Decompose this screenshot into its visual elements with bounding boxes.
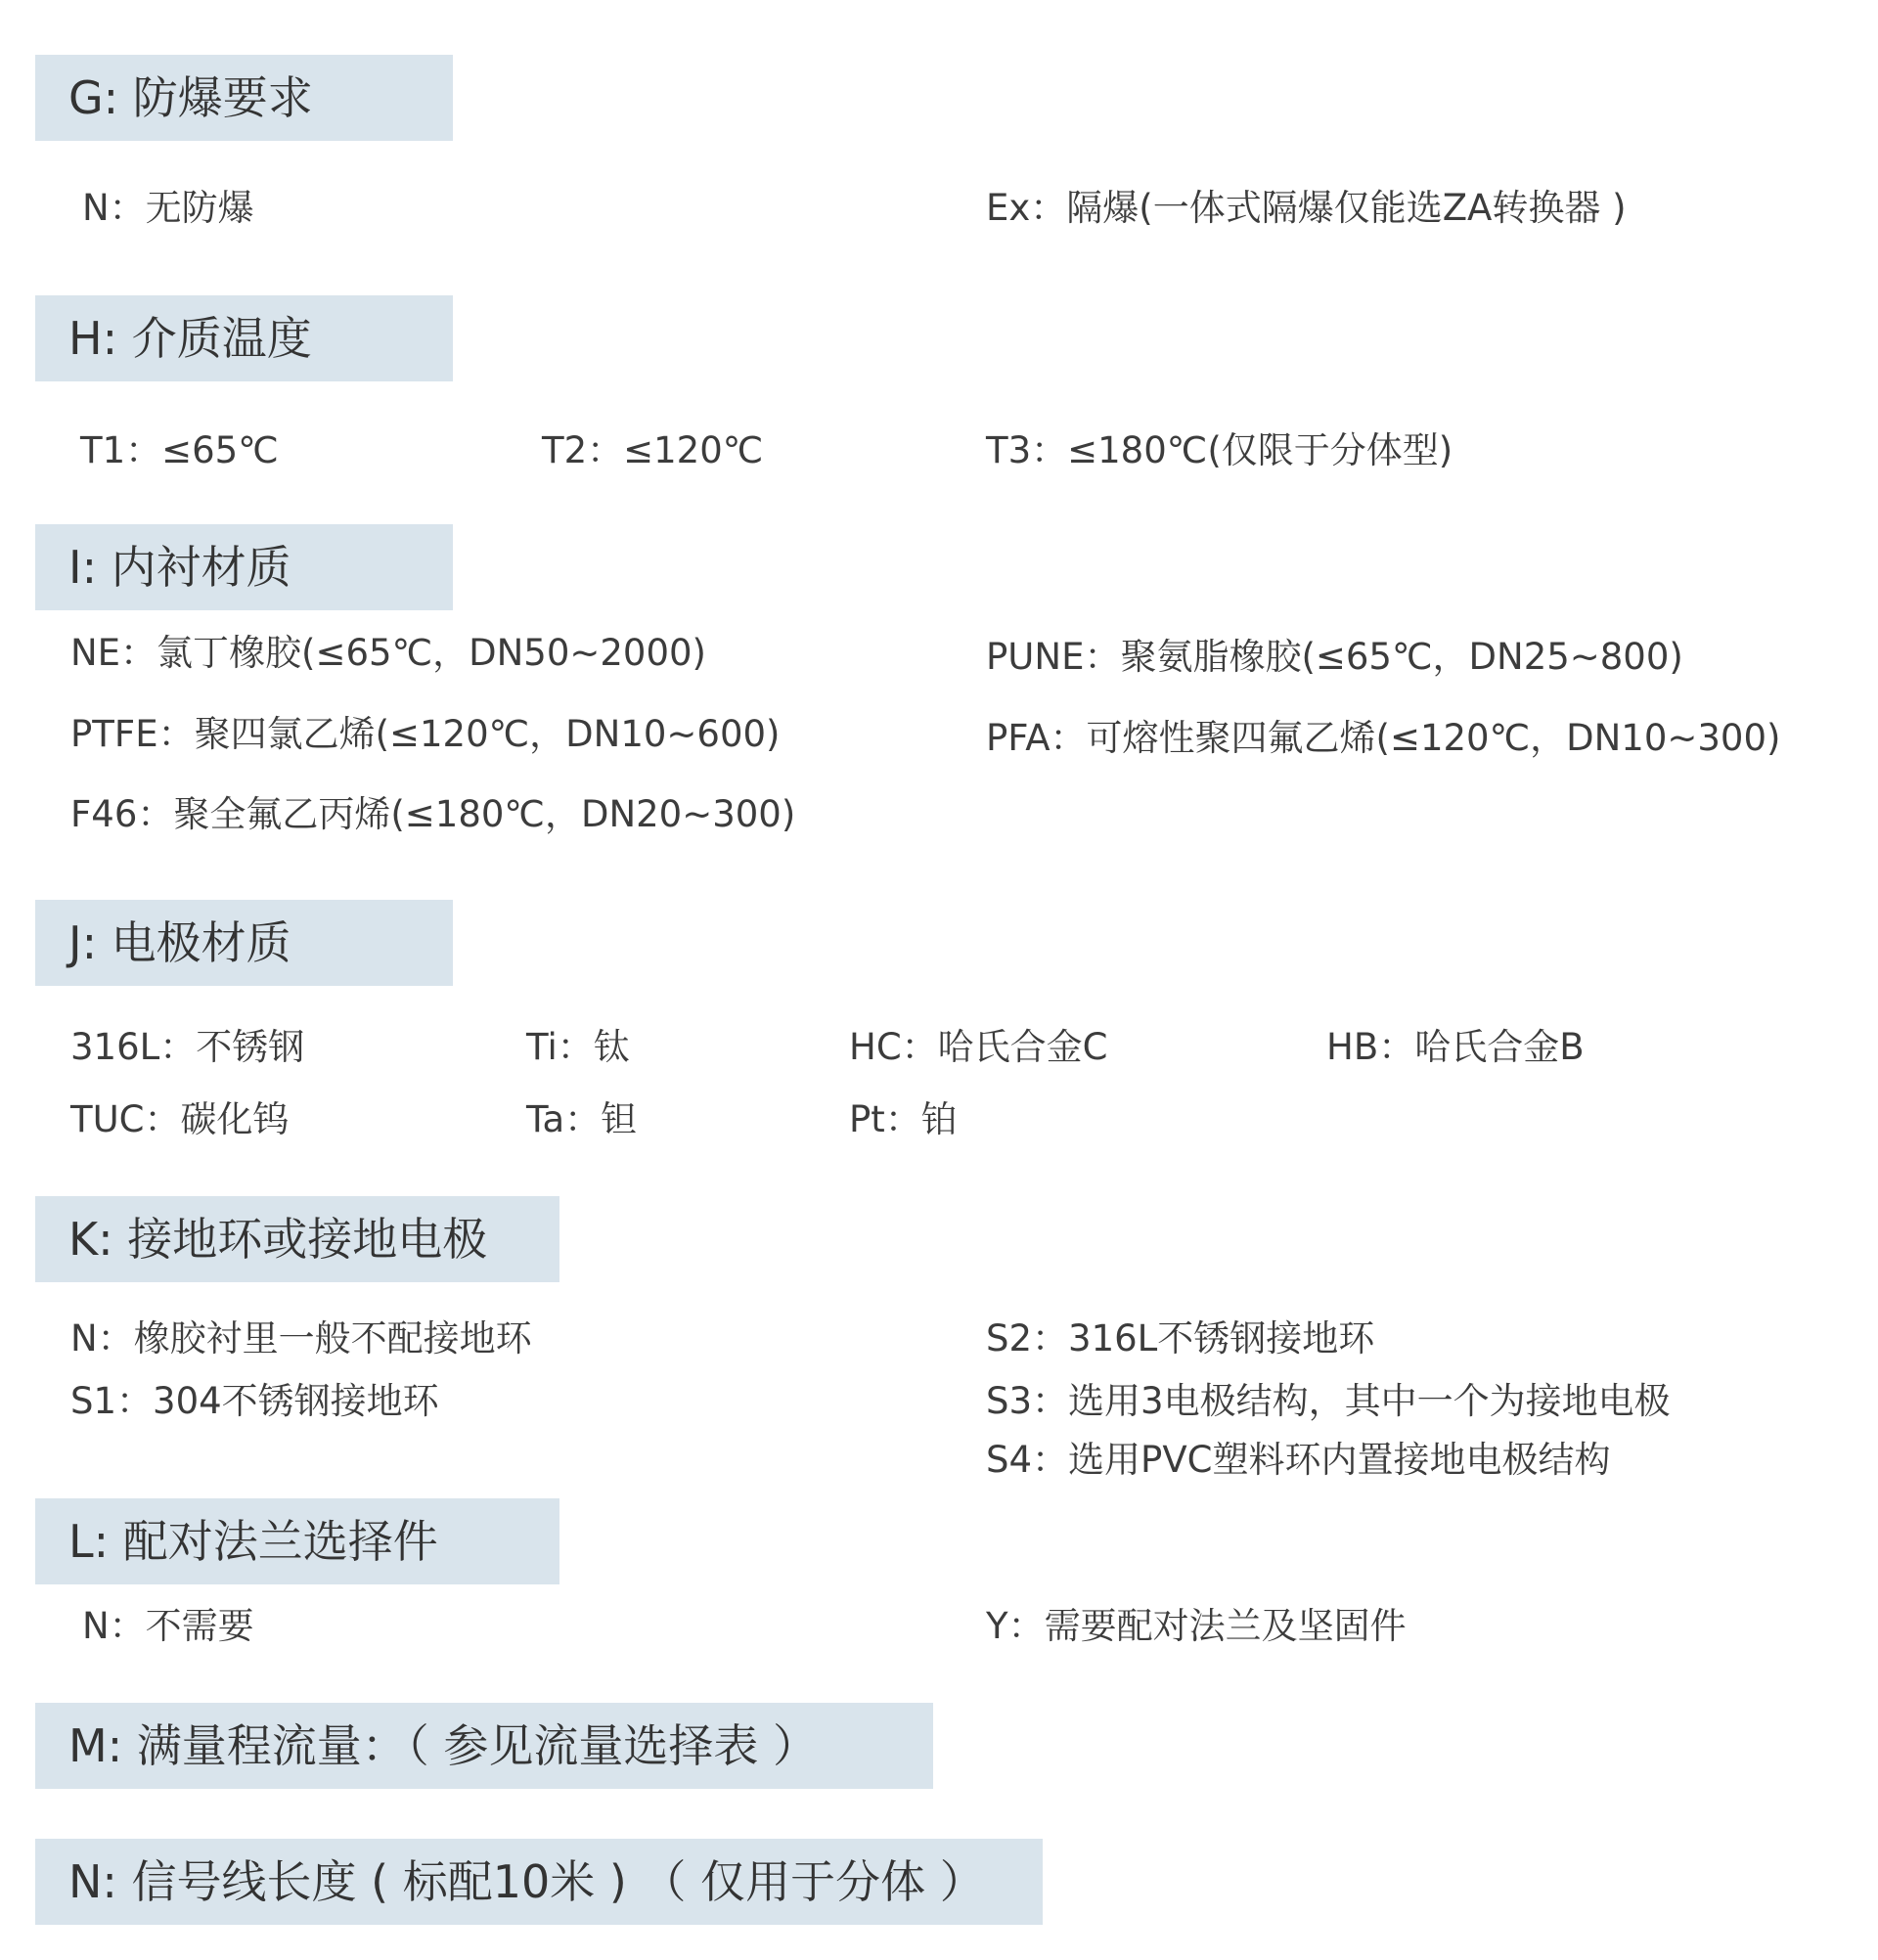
section-header-i: I: 内衬材质 — [35, 524, 453, 610]
section-header-g: G: 防爆要求 — [35, 55, 453, 141]
option-g-ex: Ex：隔爆(一体式隔爆仅能选ZA转换器 ) — [986, 187, 1627, 229]
section-header-j: J: 电极材质 — [35, 900, 453, 986]
option-g-n: N：无防爆 — [82, 187, 254, 229]
option-k-s2: S2：316L不锈钢接地环 — [986, 1317, 1375, 1359]
option-j-tuc: TUC：碳化钨 — [70, 1098, 290, 1140]
option-j-ti: Ti：钛 — [526, 1026, 630, 1068]
option-j-hc: HC：哈氏合金C — [849, 1026, 1108, 1068]
option-i-f46: F46：聚全氟乙丙烯(≤180℃，DN20~300) — [70, 793, 796, 835]
option-i-pfa: PFA：可熔性聚四氟乙烯(≤120℃，DN10~300) — [986, 717, 1781, 759]
option-i-pune: PUNE：聚氨脂橡胶(≤65℃，DN25~800) — [986, 636, 1683, 678]
option-h-t2: T2：≤120℃ — [542, 429, 764, 471]
section-header-n: N: 信号线长度 ( 标配10米 ) （ 仅用于分体 ） — [35, 1839, 1043, 1925]
option-k-s3: S3：选用3电极结构，其中一个为接地电极 — [986, 1380, 1671, 1422]
option-j-316l: 316L：不锈钢 — [70, 1026, 305, 1068]
option-h-t3: T3：≤180℃(仅限于分体型) — [986, 429, 1453, 471]
option-k-s1: S1：304不锈钢接地环 — [70, 1380, 439, 1422]
option-j-hb: HB：哈氏合金B — [1326, 1026, 1585, 1068]
section-header-l: L: 配对法兰选择件 — [35, 1498, 559, 1584]
option-j-pt: Pt：铂 — [849, 1098, 958, 1140]
option-i-ptfe: PTFE：聚四氯乙烯(≤120℃，DN10~600) — [70, 713, 781, 755]
option-j-ta: Ta：钽 — [526, 1098, 638, 1140]
option-l-n: N：不需要 — [82, 1605, 254, 1647]
section-header-k: K: 接地环或接地电极 — [35, 1196, 559, 1282]
option-h-t1: T1：≤65℃ — [80, 429, 279, 471]
section-header-h: H: 介质温度 — [35, 295, 453, 381]
option-i-ne: NE：氯丁橡胶(≤65℃，DN50~2000) — [70, 632, 706, 674]
option-k-n: N：橡胶衬里一般不配接地环 — [70, 1317, 532, 1359]
option-k-s4: S4：选用PVC塑料环内置接地电极结构 — [986, 1439, 1611, 1481]
section-header-m: M: 满量程流量：（ 参见流量选择表 ） — [35, 1703, 933, 1789]
option-l-y: Y：需要配对法兰及坚固件 — [986, 1605, 1407, 1647]
